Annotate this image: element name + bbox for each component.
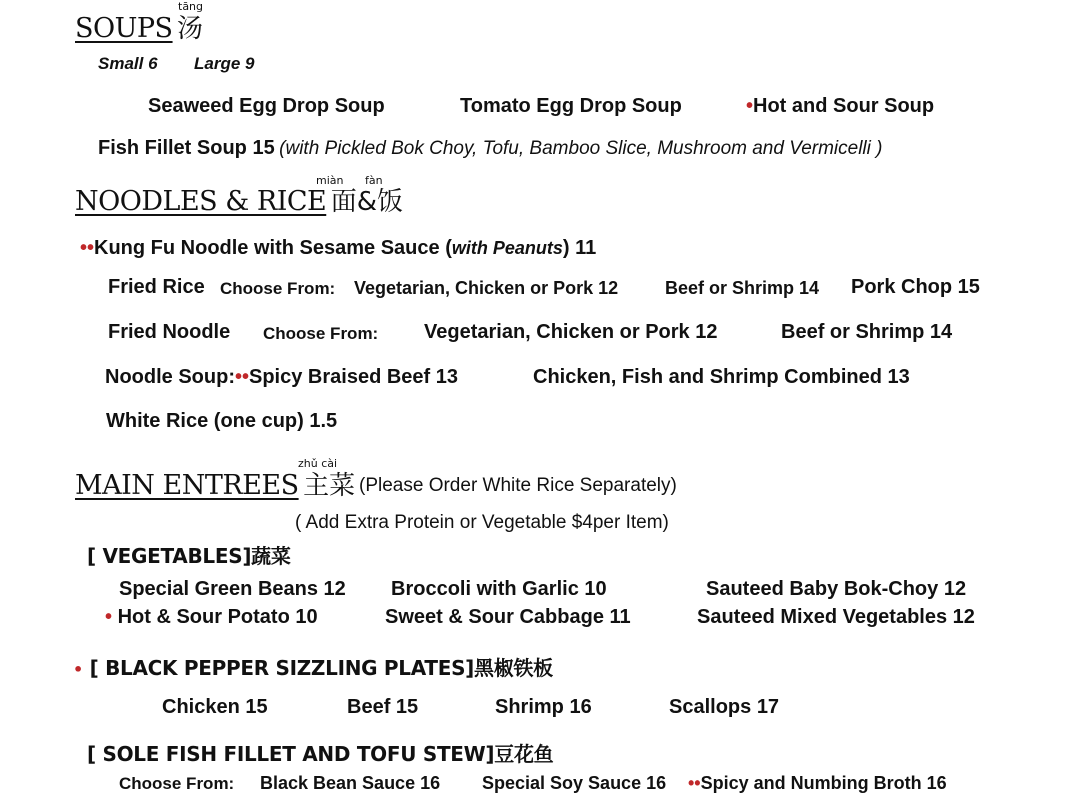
fried-rice-choose: Choose From:	[220, 279, 336, 298]
kungfu-open: (	[445, 237, 452, 259]
spicy-icon: •	[746, 95, 754, 117]
entrees-pinyin: zhǔ cài	[298, 457, 338, 470]
veg-mixed: Sauteed Mixed Vegetables 12	[697, 606, 975, 628]
spicy-icon: ••	[80, 237, 95, 259]
soup-item-hot-sour	[746, 95, 934, 118]
noodle-soup	[105, 366, 458, 389]
noodle-soup-opt2: Chicken, Fish and Shrimp Combined 13	[533, 366, 910, 388]
noodle-soup-label: Noodle Soup:	[105, 366, 235, 388]
spicy-icon: •	[73, 660, 83, 679]
white-rice: White Rice (one cup) 1.5	[106, 410, 338, 432]
noodles-header	[75, 181, 403, 218]
sole-title: [ SOLE FISH FILLET AND TOFU STEW]豆花鱼	[87, 742, 554, 766]
fried-noodle-opt2: Beef or Shrimp 14	[781, 321, 953, 343]
noodles-chinese: 面&饭	[330, 187, 403, 217]
vegetables-title: [ VEGETABLES]蔬菜	[87, 544, 291, 568]
fried-rice-opt3: Pork Chop 15	[851, 276, 980, 298]
soups-pinyin: tāng	[178, 0, 204, 13]
fried-noodle-label: Fried Noodle	[108, 321, 231, 343]
soups-header	[75, 8, 203, 45]
spicy-icon: ••	[688, 773, 701, 793]
veg-broccoli: Broccoli with Garlic 10	[391, 578, 607, 600]
entrees-note-rice: (Please Order White Rice Separately)	[359, 475, 677, 496]
kungfu-peanuts: with Peanuts	[451, 238, 563, 258]
kungfu-name: Kung Fu Noodle with Sesame Sauce	[94, 237, 440, 259]
fried-rice-label: Fried Rice	[108, 276, 205, 298]
soup-item-tomato: Tomato Egg Drop Soup	[460, 95, 682, 117]
fried-noodle-opt1: Vegetarian, Chicken or Pork 12	[424, 321, 718, 343]
noodles-pinyin-fan: fàn	[365, 174, 383, 187]
soup-item-seaweed: Seaweed Egg Drop Soup	[148, 95, 385, 117]
sole-soy-sauce: Special Soy Sauce 16	[482, 773, 667, 793]
sole-spicy-broth-label: Spicy and Numbing Broth 16	[700, 773, 947, 793]
sizzling-header	[73, 652, 553, 681]
sizzling-shrimp: Shrimp 16	[495, 696, 592, 718]
sizzling-title: [ BLACK PEPPER SIZZLING PLATES]黑椒铁板	[89, 656, 553, 680]
veg-hot-sour-potato-label: Hot & Sour Potato 10	[117, 606, 318, 628]
kungfu-close: ) 11	[562, 237, 597, 259]
veg-bok-choy: Sauteed Baby Bok-Choy 12	[706, 578, 967, 600]
fried-noodle-choose: Choose From:	[263, 324, 379, 343]
sizzling-chicken: Chicken 15	[162, 696, 268, 718]
veg-cabbage: Sweet & Sour Cabbage 11	[385, 606, 631, 628]
soup-fish-name: Fish Fillet Soup 15	[98, 137, 275, 159]
entrees-chinese: 主菜	[303, 471, 356, 501]
soups-chinese: 汤	[177, 14, 204, 44]
entrees-note-extra: ( Add Extra Protein or Vegetable $4per Item)	[295, 512, 669, 533]
sole-choose: Choose From:	[119, 774, 235, 793]
entrees-title: MAIN ENTREES	[75, 470, 299, 501]
noodle-soup-opt1: Spicy Braised Beef 13	[249, 366, 458, 388]
soup-size-small: Small 6	[98, 54, 158, 73]
veg-hot-sour-potato	[105, 606, 318, 629]
veg-green-beans: Special Green Beans 12	[119, 578, 346, 600]
noodles-title: NOODLES & RICE	[75, 186, 327, 217]
sizzling-scallops: Scallops 17	[669, 696, 780, 718]
spicy-icon: •	[105, 606, 113, 628]
soup-size-large: Large 9	[194, 54, 255, 73]
kungfu-noodle	[80, 237, 596, 260]
sizzling-beef: Beef 15	[347, 696, 419, 718]
sole-black-bean: Black Bean Sauce 16	[260, 773, 441, 793]
fried-rice-opt2: Beef or Shrimp 14	[665, 278, 820, 298]
entrees-header	[75, 465, 355, 502]
spicy-icon: ••	[234, 366, 249, 388]
soup-fish-fillet	[98, 137, 882, 160]
soups-title: SOUPS	[75, 13, 173, 44]
soup-fish-desc: (with Pickled Bok Choy, Tofu, Bamboo Slice, Mushroom and Vermicelli )	[279, 138, 883, 159]
noodles-pinyin-mian: miàn	[316, 174, 344, 187]
fried-rice-opt1: Vegetarian, Chicken or Pork 12	[354, 278, 619, 298]
soup-item-hot-sour-label: Hot and Sour Soup	[753, 95, 935, 117]
sole-spicy-broth	[688, 773, 947, 794]
